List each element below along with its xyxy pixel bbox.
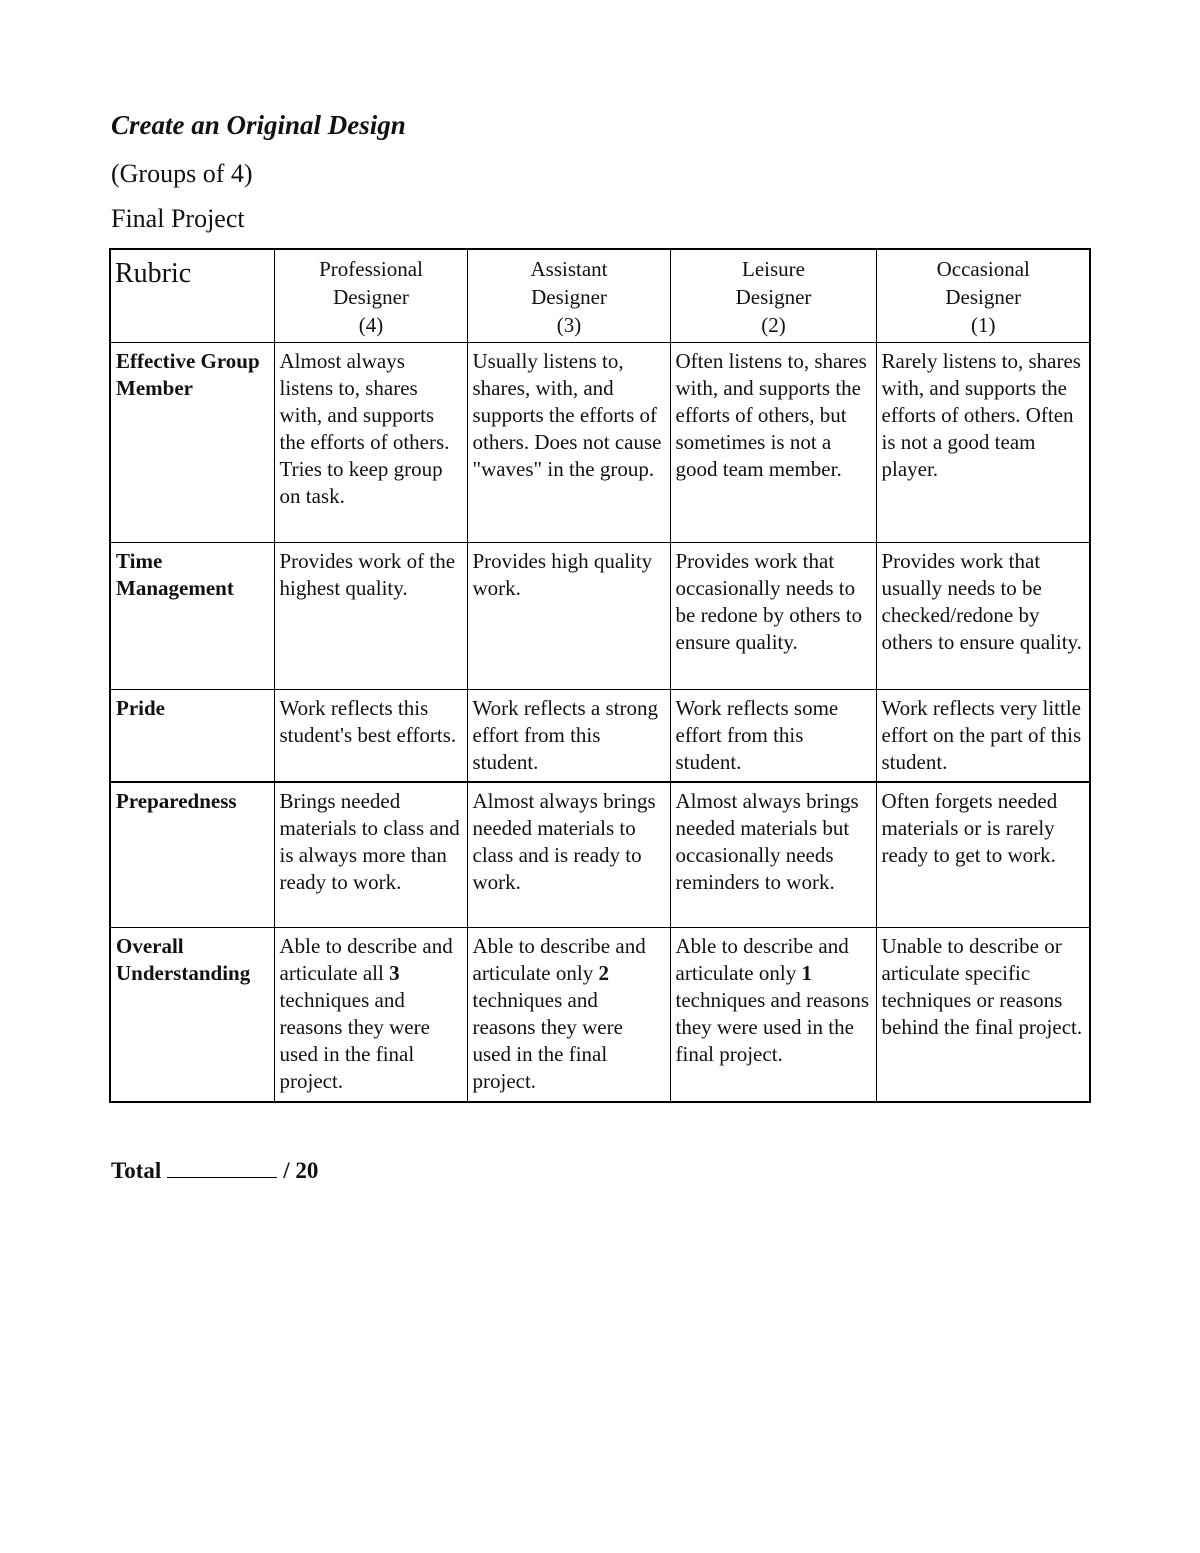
level-role: Designer <box>945 285 1022 309</box>
level-header-leisure <box>670 249 876 343</box>
level-header-professional <box>274 249 467 343</box>
rubric-cell <box>670 928 876 1102</box>
total-max: / 20 <box>283 1158 319 1183</box>
rubric-cell: Almost always brings needed materials but occasionally needs reminders to work. <box>670 782 876 928</box>
level-role: Designer <box>531 285 607 309</box>
rubric-header-row <box>110 249 1090 343</box>
rubric-cell: Almost always brings needed materials to class and is ready to work. <box>467 782 670 928</box>
technique-count: 3 <box>389 961 400 985</box>
cell-text-end: techniques and reasons they were used in the final project. <box>279 988 430 1093</box>
rubric-cell: Often listens to, shares with, and supports the efforts of others, but sometimes is not a good team member. <box>670 343 876 543</box>
rubric-cell: Brings needed materials to class and is always more than ready to work. <box>274 782 467 928</box>
level-header-assistant <box>467 249 670 343</box>
group-size-note: (Groups of 4) <box>111 159 253 188</box>
cell-text-start: Able to describe and articulate only <box>472 934 646 985</box>
rubric-cell: Rarely listens to, shares with, and supports the efforts of others. Often is not a good team player. <box>876 343 1090 543</box>
rubric-corner-label: Rubric <box>110 249 274 343</box>
rubric-row-time-management <box>110 543 1090 690</box>
rubric-row-preparedness <box>110 782 1090 928</box>
rubric-cell <box>467 928 670 1102</box>
total-label: Total <box>111 1158 162 1183</box>
rubric-cell: Work reflects this student's best efforts. <box>274 690 467 782</box>
project-label: Final Project <box>111 204 245 233</box>
level-score: (1) <box>971 313 996 337</box>
rubric-cell: Provides work that usually needs to be checked/redone by others to ensure quality. <box>876 543 1090 690</box>
rubric-cell: Work reflects a strong effort from this student. <box>467 690 670 782</box>
level-name: Leisure <box>742 257 805 281</box>
rubric-cell: Usually listens to, shares, with, and supports the efforts of others. Does not cause "waves" in the group. <box>467 343 670 543</box>
cell-text-start: Able to describe and articulate only <box>675 934 849 985</box>
rubric-cell: Provides high quality work. <box>467 543 670 690</box>
level-header-occasional <box>876 249 1090 343</box>
criterion-label: Pride <box>110 690 274 782</box>
rubric-cell: Often forgets needed materials or is rarely ready to get to work. <box>876 782 1090 928</box>
technique-count: 2 <box>598 961 609 985</box>
page-title: Create an Original Design <box>111 110 406 140</box>
criterion-label: Time Management <box>110 543 274 690</box>
level-score: (2) <box>761 313 786 337</box>
rubric-cell: Work reflects some effort from this student. <box>670 690 876 782</box>
rubric-cell: Work reflects very little effort on the part of this student. <box>876 690 1090 782</box>
rubric-cell: Almost always listens to, shares with, and supports the efforts of others. Tries to keep group on task. <box>274 343 467 543</box>
level-score: (3) <box>556 313 582 337</box>
level-name: Occasional <box>936 257 1030 281</box>
rubric-row-overall-understanding <box>110 928 1090 1102</box>
rubric-row-effective-group-member <box>110 343 1090 543</box>
criterion-label: Overall Understanding <box>110 928 274 1102</box>
rubric-table <box>109 248 1091 1103</box>
level-name: Professional <box>319 257 423 281</box>
criterion-label: Preparedness <box>110 782 274 928</box>
total-score-line <box>111 1158 318 1184</box>
rubric-cell: Provides work of the highest quality. <box>274 543 467 690</box>
rubric-row-pride <box>110 690 1090 782</box>
criterion-label: Effective Group Member <box>110 343 274 543</box>
cell-text-end: techniques and reasons they were used in the final project. <box>675 988 870 1066</box>
rubric-cell: Provides work that occasionally needs to be redone by others to ensure quality. <box>670 543 876 690</box>
cell-text-start: Able to describe and articulate all <box>279 934 453 985</box>
technique-count: 1 <box>801 961 812 985</box>
total-score-blank[interactable] <box>167 1159 277 1178</box>
level-role: Designer <box>735 285 812 309</box>
level-name: Assistant <box>530 257 608 281</box>
level-score: (4) <box>358 313 384 337</box>
rubric-cell: Unable to describe or articulate specific techniques or reasons behind the final project. <box>876 928 1090 1102</box>
level-role: Designer <box>333 285 409 309</box>
rubric-cell <box>274 928 467 1102</box>
cell-text-end: techniques and reasons they were used in the final project. <box>472 988 623 1093</box>
